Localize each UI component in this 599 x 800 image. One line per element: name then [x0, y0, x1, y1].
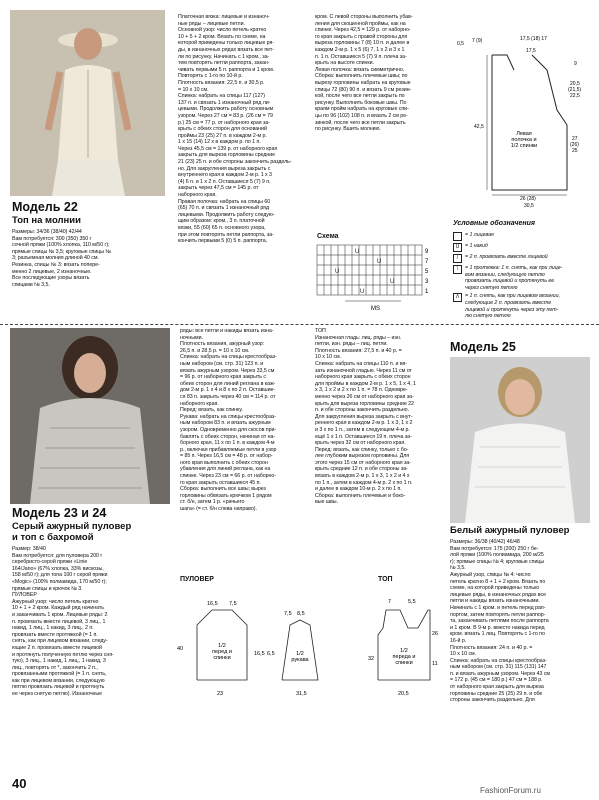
model2324-subtitle: Серый ажурный пуловер и топ с бахромой — [12, 521, 132, 543]
model25-left-text: Размеры: 36/38 (40/42) 46/48 Вам потребуется: 175 (200) 250 г бе- лой пряжи (100% полиамида, 200 м/25 г); прямые спицы № 4; круговые спицы № 3,5. Ажурный узор, спицы № 4: число петель кратно 8 + 1 + 2 кром. Вязать по схеме, на которой приведены только лицевые ряды, в изнаночных рядах все петли и накиды вязать изнаночными. Начинать с 1 кром. и петель перед рап- портом, затем повторять петли раппор- та, заканчивать петлями после раппорта и 1 кром. В 9-м р. вместо накида перед кром. вязать 1 лиц. Повторять с 1-го по 16-й р. Плотность вязания: 24 п. и 40 р. = 10 х 10 см. Спинка: набрать на спицы крестообраз- ным набором (см. стр. 31) 115 (131) 147 п. и вязать ажурным узором. Через 43 см = 172 р. (45 см = 180 р.) 47 см = 188 р. от наборного края закрыть для выреза горловины средние 25 (25) 29 п. и обе стороны закончить раздельно. Для — [450, 539, 551, 704]
svg-text:(26): (26) — [570, 142, 579, 148]
section-divider — [0, 324, 599, 325]
svg-text:1: 1 — [425, 289, 429, 295]
svg-text:U: U — [377, 259, 382, 265]
model22-pattern-diagram — [452, 30, 592, 210]
page-number: 40 — [12, 776, 27, 791]
ssk-symbol-icon: \ — [453, 265, 462, 274]
svg-text:U: U — [335, 269, 340, 275]
svg-text:16,5: 16,5 — [207, 601, 218, 607]
woman-in-grey-pullover-image — [10, 328, 170, 504]
svg-text:27: 27 — [572, 136, 578, 142]
svg-text:17,5 (18) 17: 17,5 (18) 17 — [520, 36, 547, 42]
svg-text:26 (28): 26 (28) — [520, 196, 536, 202]
model2324-photo — [10, 328, 170, 504]
svg-text:(21,5): (21,5) — [568, 87, 582, 93]
svg-text:переда и: переда и — [392, 654, 416, 660]
legend-item: Λ = 1 п. снять, как при лицевом вязании, следующие 2 п. провязать вместе лицевой и протянуть через эту пет- лю снятую петлю — [453, 293, 593, 319]
legend-title: Условные обозначения — [453, 220, 536, 227]
svg-text:U: U — [360, 289, 365, 295]
model2324-column1: ряды: все петли и накиды вязать изна- ночными. Плотность вязания, ажурный узор: 26,5 п. и 28,5 р. = 10 х 10 см. Спинка: набрать на спицы крестообраз- ным набором (см. стр. 31) 123 п. и вязать ажурным узором. Через 33,5 см = 96 р. от наборного края закрыть с обеих сторон для линий реглана в каж- дом 2-м р. 1 х 4 и 8 х по 2 п. Оставшие- ся 83 п. закрыть через 40 см = 114 р. от наборного края. Перед: вязать, как спинку. Рукава: набрать на спицы крестообраз- ным набором 83 п. и вязать ажурным узором. Одновременно для скосов при- бавлять с обеих сторон, начиная от на- борного края, 11 х по 1 п. в каждом 4-м р., включая прибавляемые петли в узор = 85 п. Через 16,5 см = 48 р. от набор- ного края выполнить с обеих сторон убавления для линий реглана, как на спинке. Через 23 см = 66 р. от наборно- го края закрыть оставшиеся 45 п. Сборка: выполнить все швы; вырез горловины обвязать крючком 1 рядом ст. б/н, затем 1 р. «рачьего шага» (= ст. б/н слева направо). — [180, 328, 277, 513]
legend-item: U = 1 накид — [453, 243, 593, 252]
model22-column2: кром. С левой стороны выполнить убав- ления для скошенной проймы, как на спинке. Через 42,5 = 129 р. от наборно- го края закрыть с правой стороны для выреза горловины 7 (8) 10 п. и далее в каждом 2-м р. 1 х 5 (6) 7, 1 х 2 и 3 х 1 п. 1 п. Оставшиеся 5 (7) 9 п. плеча за- крыть на высоте спинки. Левая полочка: вязать симметрично. Сборка: выполнить плечевые швы; по вырезу горловины набрать на круговые спицы 72 (80) 90 п. и вязать 9 см резин- кой, после чего все петли закрыть по рисунку. Выполнить боковые швы. По краям пройм набрать на круговые спи- цы по 96 (102) 108 п. и вязать 2 см ре- зинкой, после чего все петли закрыть по рисунку. Вшить молнию. — [315, 14, 413, 133]
knit-symbol-icon — [453, 232, 462, 241]
svg-text:25: 25 — [572, 148, 578, 154]
svg-text:9: 9 — [574, 61, 577, 67]
model2324-title: Модель 23 и 24 — [12, 506, 107, 520]
model22-left-text: Размеры: 34/36 (38/40) 42/44 Вам потребуется: 300 (350) 350 г сочной пряжи (100% хлопка, 110 м/50 г); прямые спицы № 3,5; круговые спицы № 3; разъемная молния длиной 40 см. Резинка, спицы № 3: вязать попере- менно 2 лицевые, 2 изнаночные. Все последующие узоры вязать спицами № 3,5. — [12, 229, 112, 288]
scheme-ms: MS — [371, 306, 380, 312]
svg-text:1/2: 1/2 — [296, 651, 304, 657]
svg-text:рукава: рукава — [291, 657, 309, 663]
svg-text:20,5: 20,5 — [570, 81, 580, 87]
svg-text:32: 32 — [368, 656, 375, 662]
svg-text:7,5: 7,5 — [229, 601, 237, 607]
model22-title: Модель 22 — [12, 200, 78, 214]
top-label: ТОП — [378, 576, 393, 583]
svg-text:1/2: 1/2 — [400, 648, 408, 654]
svg-text:42,5: 42,5 — [474, 124, 484, 130]
svg-text:40: 40 — [177, 646, 184, 652]
svg-text:16,5: 16,5 — [254, 651, 265, 657]
k2tog-symbol-icon: / — [453, 254, 462, 263]
yarn-over-symbol-icon: U — [453, 243, 462, 252]
svg-text:8,5: 8,5 — [297, 611, 305, 617]
svg-text:спинки: спинки — [213, 655, 231, 661]
svg-text:Левая: Левая — [516, 131, 532, 137]
svg-text:17,5: 17,5 — [526, 48, 536, 54]
model25-photo — [450, 357, 590, 523]
woman-in-zip-top-image — [10, 10, 165, 196]
legend-list — [453, 232, 593, 320]
svg-text:5,5: 5,5 — [408, 599, 416, 605]
svg-text:U: U — [355, 249, 360, 255]
svg-text:20,5: 20,5 — [398, 691, 409, 697]
legend-item: / = 2 п. провязать вместе лицевой — [453, 254, 593, 263]
model22-photo — [10, 10, 165, 196]
legend-item: = 1 лицевая — [453, 232, 593, 241]
svg-text:26: 26 — [432, 631, 439, 637]
model22-column1: Платочная вязка: лицевые и изнаноч- ные ряды – лицевые петли. Основной узор: число петель кратно 10 + 5 + 2 кром. Вязать по схеме, на которой приведены только лицевые ря- ды, в изнаночных рядах вязать все пет- ли по рисунку. Начинать с 1 кром., за- тем повторять петли раппорта, закан- чивать первыми 5 п. раппорта и 1 кром. Повторять с 1-го по 10-й р. Плотность вязания: 22,5 п. и 30,5 р. = 10 х 10 см. Спинка: набрать на спицы 117 (127) 137 п. и связать 1 изнаночный ряд ли- цевыми. Продолжить работу основным узором. Через 27 см = 83 р. (26 см = 79 р.) 25 см = 77 р. от наборного края за- крыть с обеих сторон для оснований проймы 23 (25) 27 п. в каждом 2-м р. 1 х 15 (14) 12 х в каждом р. по 1 п. Через 45,5 см = 139 р. от наборного края закрыть для выреза горловины средние 21 (23) 25 п. и обе стороны закончить раздель- но. Для закругления выреза закрыть с внутреннего края в каждом 2-м р. 1 х 3 (4) 6 п. и 1 х 2 п. Оставшиеся 5 (7) 9 п. закрыть через 47,5 см = 145 р. от наборного края. Правая полочка: набрать на спицы 60 (65) 70 п. и связать 1 изнаночный ряд лицевыми. Продолжить работу следую- щим образом: кром., 3 п. платочной вязки, 55 (60) 65 п. основного узора, при этом повторять петли раппорта, за- кончить первыми 5 (0) 5 п. раппорта, — [178, 14, 292, 245]
model2324-column2: ТОП Изнаночная гладь: лиц. ряды – изн. петли, изн. ряды – лиц. петли. Плотность вязания: 27,5 п. и 40 р. = 10 х 10 см. Спинка: набрать на спицы 110 п. и вя- зать изнаночной гладью. Через 11 см от наборного края закрыть с обеих сторон для проймы в каждом 2-м р. 1 х 5, 1 х 4, 1 х 3, 1 х 2 и 2 х по 1 п. = 78 п. Одновре- менно через 26 см от наборного края за- крыть для выреза горловины средние 22 п. и обе стороны закончить раздельно. Для закругления выреза закрыть с внут- реннего края в каждом 2-м р. 1 х 3, 1 х 2 и 3 х по 1 п., затем в следующем 4-м р. ещё 1 х 1 п. Оставшиеся 19 п. плеча за- крыть через 32 см от наборного края. Перед: вязать, как спинку, только с бо- лее глубоким вырезом горловины. Для этого через 15 см от наборного края за- крыть средние 12 п. и обе стороны за- вязать в каждом 2-м р. 1 х 3, 1 х 2 и 4 х по 1 п., затем в каждом 4-м р. 2 х по 1 п. и далее в каждом 10-м р. 2 х по 1 п. Сборка: выполнить плечевые и боко- вые швы. — [315, 328, 416, 506]
top-diagram — [368, 590, 448, 705]
woman-in-white-pullover-image — [450, 357, 590, 523]
svg-text:0,5: 0,5 — [457, 41, 464, 47]
svg-text:6,5: 6,5 — [267, 651, 275, 657]
scheme-grid — [315, 243, 435, 313]
svg-text:11: 11 — [432, 661, 438, 667]
sk2p-symbol-icon: Λ — [453, 293, 462, 302]
svg-text:9: 9 — [425, 249, 429, 255]
model22-subtitle: Топ на молнии — [12, 215, 81, 226]
svg-text:7: 7 — [425, 259, 429, 265]
model25-subtitle: Белый ажурный пуловер — [450, 525, 570, 536]
pullover-diagram — [172, 595, 375, 705]
legend-item: \ = 1 протяжка: 1 п. снять, как при лице- вом вязании, следующую петлю провязать лицевой и протянуть ее через снятую петлю — [453, 265, 593, 291]
svg-text:3: 3 — [425, 279, 429, 285]
svg-text:7,5: 7,5 — [284, 611, 292, 617]
svg-text:1/2: 1/2 — [218, 643, 226, 649]
watermark: FashionForum.ru — [480, 786, 541, 795]
svg-text:23: 23 — [217, 691, 224, 697]
model2324-left-text: Размер: 38/40 Вам потребуется: для пуловера 200 г серебристо-серой пряжи «Linie 164/Jano» (67% хлопка, 33% вискозы, 158 м/50 г); для топа 100 г серой пряжи «Mogic» (100% полиамида, 170 м/50 г); прямые спицы и крючок № 3. ПУЛОВЕР Ажурный узор: число петель кратно 10 + 1 + 2 кром. Каждый ряд начинать и заканчивать 1 кром. Лицевые ряды: 2 п. провязать вместе лицевой, 3 лиц., 1 накид, 1 лиц., 1 накид, 3 лиц., 2 п. провязать вместе протяжкой (= 1 п. снять, как при лицевом вязании, следу- ющие 2 п. провязать вместе лицевой и протянуть полученную петлю через сня- тую), 3 лиц., 1 накид, 1 лиц., 1 накид, 3 лиц., повторять от *, закончить 2 п., провязанными протяжкой (= 1 п. снять, как при лицевом вязании, следующую петлю провязать лицевой и протянуть ее через снятую петлю). Изнаночные — [12, 546, 114, 698]
scheme-label: Схема — [317, 233, 339, 240]
pullover-label: ПУЛОВЕР — [180, 576, 214, 583]
svg-text:1/2 спинки: 1/2 спинки — [510, 143, 538, 149]
svg-text:7: 7 — [388, 599, 392, 605]
svg-text:полочка и: полочка и — [511, 137, 537, 143]
svg-text:7 (9): 7 (9) — [472, 38, 483, 44]
svg-text:31,5: 31,5 — [296, 691, 307, 697]
model25-title: Модель 25 — [450, 340, 516, 354]
svg-text:U: U — [390, 279, 395, 285]
svg-text:5: 5 — [425, 269, 429, 275]
svg-text:спинки: спинки — [395, 660, 413, 666]
svg-text:22,5: 22,5 — [570, 93, 580, 99]
svg-text:30,5: 30,5 — [524, 203, 534, 209]
svg-text:перед и: перед и — [212, 649, 232, 655]
